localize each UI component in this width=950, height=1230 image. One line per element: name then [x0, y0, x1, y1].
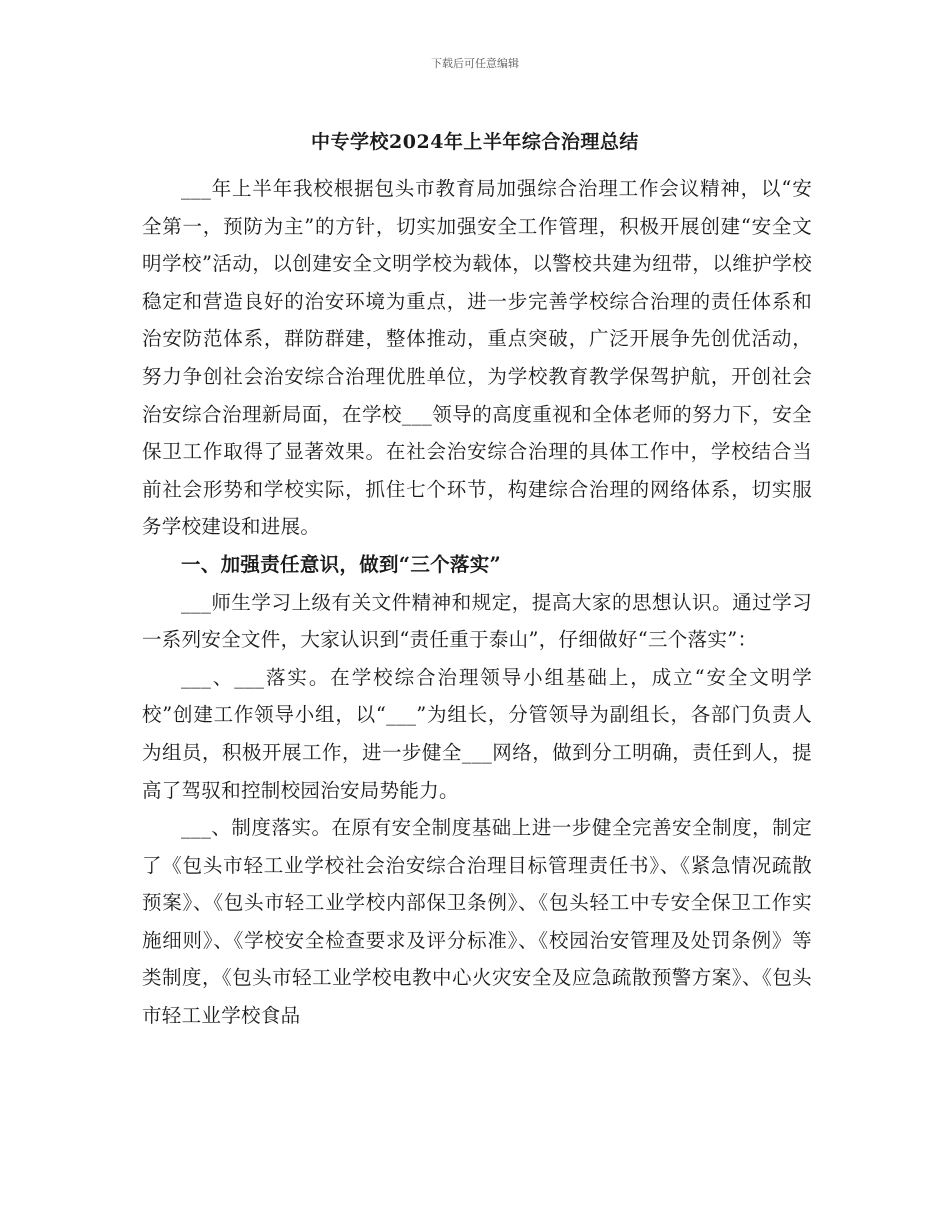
paragraph-study: ___师生学习上级有关文件精神和规定，提高大家的思想认识。通过学习一系列安全文件，大家认识到“责任重于泰山”，仔细做好“三个落实”： [142, 590, 812, 652]
document-body [142, 170, 812, 1035]
paragraph-intro: ___年上半年我校根据包头市教育局加强综合治理工作会议精神，以“安全第一，预防为主”的方针，切实加强安全工作管理，积极开展创建“安全文明学校”活动，以创建安全文明学校为载体，以警校共建为纽带，以维护学校稳定和营造良好的治安环境为重点，进一步完善学校综合治理的责任体系和治安防范体系，群防群建，整体推动，重点突破，广泛开展争先创优活动，努力争创社会治安综合治理优胜单位，为学校教育教学保驾护航，开创社会治安综合治理新局面，在学校___领导的高度重视和全体老师的努力下，安全保卫工作取得了显著效果。在社会治安综合治理的具体工作中，学校结合当前社会形势和学校实际，抓住七个环节，构建综合治理的网络体系，切实服务学校建设和进展。 [142, 177, 812, 539]
document-title: 中专学校2024年上半年综合治理总结 [311, 131, 639, 153]
paragraph-system: ___、制度落实。在原有安全制度基础上进一步健全完善安全制度，制定了《包头市轻工业学校社会治安综合治理目标管理责任书》、《紧急情况疏散预案》、《包头市轻工业学校内部保卫条例》、《包头轻工中专安全保卫工作实施细则》、《学校安全检查要求及评分标准》、《校园治安管理及处罚条例》等类制度，《包头市轻工业学校电教中心火灾安全及应急疏散预警方案》、《包头市轻工业学校食品 [142, 816, 812, 1028]
paragraph-organization: ___、___落实。在学校综合治理领导小组基础上，成立“安全文明学校”创建工作领导小组，以“___”为组长，分管领导为副组长，各部门负责人为组员，积极开展工作，进一步健全___网络，做到分工明确，责任到人，提高了驾驭和控制校园治安局势能力。 [142, 665, 812, 802]
section-heading: 一、加强责任意识，做到“三个落实” [181, 552, 502, 576]
header-note: 下载后可任意编辑 [431, 57, 519, 70]
